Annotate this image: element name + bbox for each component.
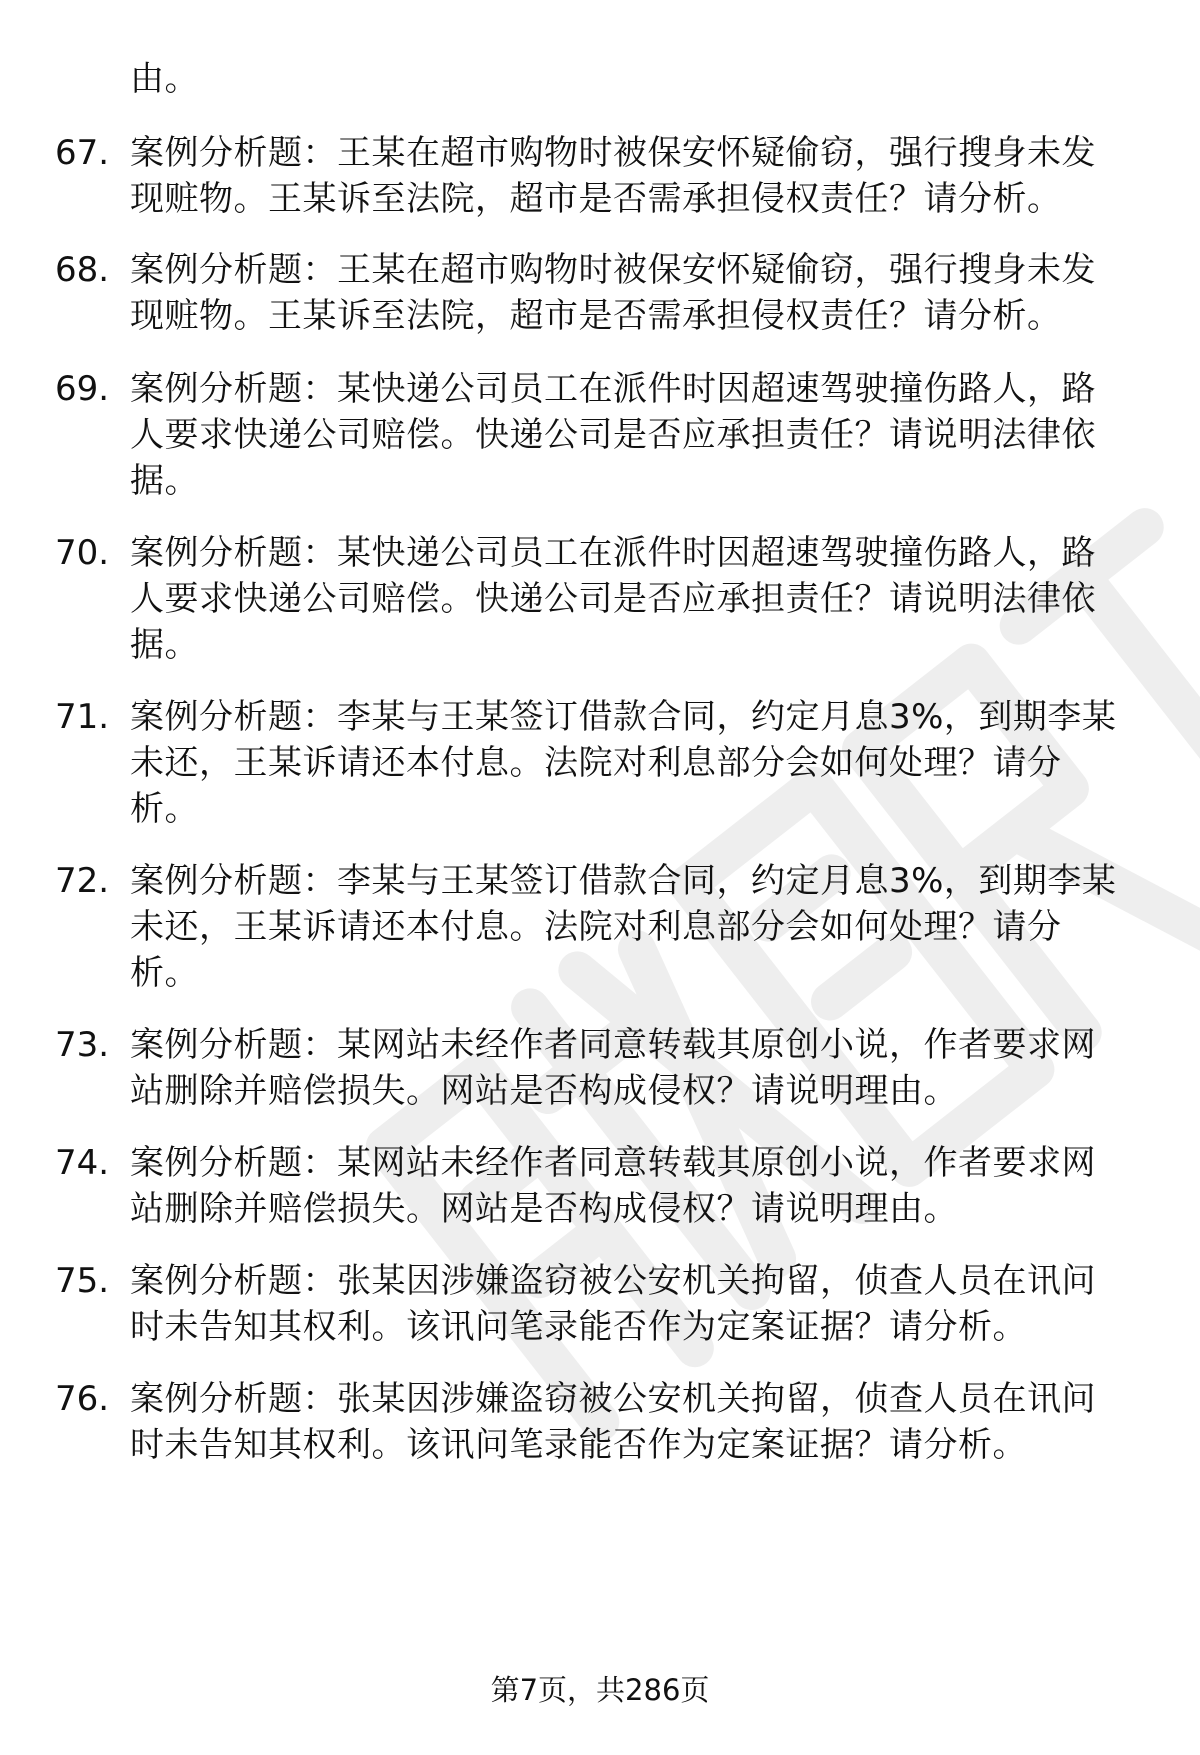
question-line: 案例分析题：王某在超市购物时被保安怀疑偷窃，强行搜身未发 bbox=[130, 133, 1096, 173]
question-number: 75. bbox=[55, 1261, 110, 1301]
question-line: 时未告知其权利。该讯问笔录能否作为定案证据？请分析。 bbox=[130, 1425, 1027, 1465]
question-line: 案例分析题：某网站未经作者同意转载其原创小说，作者要求网 bbox=[130, 1025, 1096, 1065]
question-line: 时未告知其权利。该讯问笔录能否作为定案证据？请分析。 bbox=[130, 1307, 1027, 1347]
question-number: 68. bbox=[55, 250, 110, 290]
question-line: 案例分析题：王某在超市购物时被保安怀疑偷窃，强行搜身未发 bbox=[130, 250, 1096, 290]
question-line: 案例分析题：张某因涉嫌盗窃被公安机关拘留，侦查人员在讯问 bbox=[130, 1261, 1096, 1301]
question-line: 据。 bbox=[130, 625, 199, 665]
question-line: 人要求快递公司赔偿。快递公司是否应承担责任？请说明法律依 bbox=[130, 415, 1096, 455]
question-number: 69. bbox=[55, 369, 110, 409]
question-line: 未还，王某诉请还本付息。法院对利息部分会如何处理？请分 bbox=[130, 743, 1062, 783]
question-line: 现赃物。王某诉至法院，超市是否需承担侵权责任？请分析。 bbox=[130, 296, 1062, 336]
question-line: 案例分析题：李某与王某签订借款合同，约定月息3%，到期李某 bbox=[130, 861, 1117, 901]
question-line: 站删除并赔偿损失。网站是否构成侵权？请说明理由。 bbox=[130, 1189, 958, 1229]
question-line: 案例分析题：张某因涉嫌盗窃被公安机关拘留，侦查人员在讯问 bbox=[130, 1379, 1096, 1419]
question-line: 案例分析题：某快递公司员工在派件时因超速驾驶撞伤路人，路 bbox=[130, 369, 1096, 409]
question-number: 72. bbox=[55, 861, 110, 901]
question-line: 人要求快递公司赔偿。快递公司是否应承担责任？请说明法律依 bbox=[130, 579, 1096, 619]
question-line: 据。 bbox=[130, 461, 199, 501]
question-line: 案例分析题：李某与王某签订借款合同，约定月息3%，到期李某 bbox=[130, 697, 1117, 737]
page-footer: 第7页，共286页 bbox=[490, 1673, 710, 1707]
question-number: 67. bbox=[55, 133, 110, 173]
question-number: 74. bbox=[55, 1143, 110, 1183]
question-line: 析。 bbox=[130, 953, 199, 993]
question-line: 未还，王某诉请还本付息。法院对利息部分会如何处理？请分 bbox=[130, 907, 1062, 947]
question-line: 案例分析题：某快递公司员工在派件时因超速驾驶撞伤路人，路 bbox=[130, 533, 1096, 573]
question-line: 站删除并赔偿损失。网站是否构成侵权？请说明理由。 bbox=[130, 1071, 958, 1111]
question-line: 案例分析题：某网站未经作者同意转载其原创小说，作者要求网 bbox=[130, 1143, 1096, 1183]
question-line: 现赃物。王某诉至法院，超市是否需承担侵权责任？请分析。 bbox=[130, 179, 1062, 219]
question-number: 76. bbox=[55, 1379, 110, 1419]
continuation-text: 由。 bbox=[130, 59, 199, 99]
question-number: 71. bbox=[55, 697, 110, 737]
question-number: 70. bbox=[55, 533, 110, 573]
question-number: 73. bbox=[55, 1025, 110, 1065]
question-line: 析。 bbox=[130, 789, 199, 829]
